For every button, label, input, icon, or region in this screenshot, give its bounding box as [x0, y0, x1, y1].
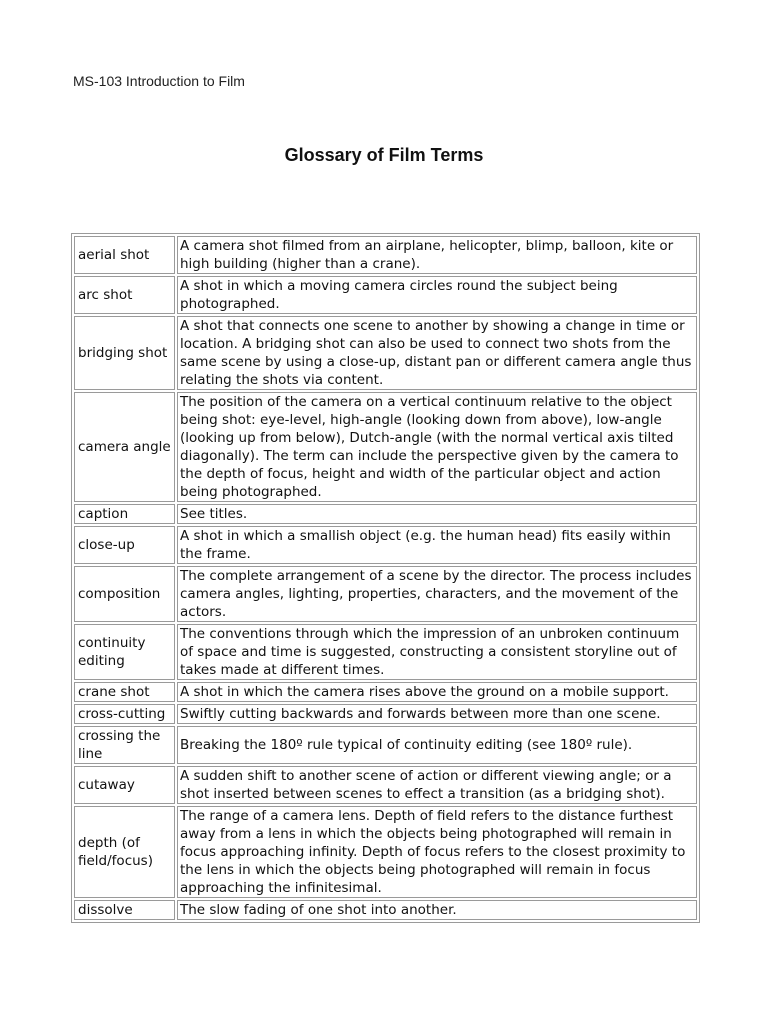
table-row [74, 276, 697, 314]
glossary-definition: A shot in which a smallish object (e.g. the human head) fits easily within the frame. [177, 526, 697, 564]
glossary-term: continuity editing [74, 624, 175, 680]
glossary-definition: The slow fading of one shot into another. [177, 900, 697, 920]
glossary-definition: The range of a camera lens. Depth of field refers to the distance furthest away from a lens in which the objects being photographed will remain in focus approaching infinity. Depth of focus refers to the closest proximity to the lens in which the objects being photographed will remain in focus approaching the infinitesimal. [177, 806, 697, 898]
table-row [74, 392, 697, 502]
glossary-term: cutaway [74, 766, 175, 804]
glossary-term: crossing the line [74, 726, 175, 764]
glossary-definition: Breaking the 180º rule typical of continuity editing (see 180º rule). [177, 726, 697, 764]
glossary-term: dissolve [74, 900, 175, 920]
glossary-term: composition [74, 566, 175, 622]
table-row [74, 900, 697, 920]
table-row [74, 566, 697, 622]
glossary-definition: A shot that connects one scene to another by showing a change in time or location. A bridging shot can also be used to connect two shots from the same scene by using a close-up, distant pan or different camera angle thus relating the shots via content. [177, 316, 697, 390]
glossary-term: camera angle [74, 392, 175, 502]
glossary-term: caption [74, 504, 175, 524]
table-row [74, 704, 697, 724]
table-row [74, 236, 697, 274]
glossary-definition: The conventions through which the impression of an unbroken continuum of space and time is suggested, constructing a consistent storyline out of takes made at different times. [177, 624, 697, 680]
course-header: MS-103 Introduction to Film [73, 73, 245, 89]
glossary-definition: See titles. [177, 504, 697, 524]
table-row [74, 682, 697, 702]
table-row [74, 726, 697, 764]
table-row [74, 316, 697, 390]
glossary-definition: The complete arrangement of a scene by the director. The process includes camera angles, lighting, properties, characters, and the movement of the actors. [177, 566, 697, 622]
glossary-definition: A shot in which the camera rises above the ground on a mobile support. [177, 682, 697, 702]
glossary-term: close-up [74, 526, 175, 564]
glossary-definition: The position of the camera on a vertical continuum relative to the object being shot: eye-level, high-angle (looking down from above), low-angle (looking up from below), Dutch-angle (with the normal vertical axis tilted diagonally). The term can include the perspective given by the camera to the depth of focus, height and width of the particular object and action being photographed. [177, 392, 697, 502]
glossary-term: cross-cutting [74, 704, 175, 724]
table-row [74, 526, 697, 564]
table-row [74, 766, 697, 804]
glossary-term: aerial shot [74, 236, 175, 274]
glossary-definition: Swiftly cutting backwards and forwards between more than one scene. [177, 704, 697, 724]
glossary-term: bridging shot [74, 316, 175, 390]
glossary-term: arc shot [74, 276, 175, 314]
table-row [74, 806, 697, 898]
glossary-term: crane shot [74, 682, 175, 702]
glossary-definition: A camera shot filmed from an airplane, helicopter, blimp, balloon, kite or high building (higher than a crane). [177, 236, 697, 274]
table-row [74, 624, 697, 680]
glossary-table [71, 233, 700, 923]
table-row [74, 504, 697, 524]
glossary-definition: A sudden shift to another scene of action or different viewing angle; or a shot inserted between scenes to effect a transition (as a bridging shot). [177, 766, 697, 804]
glossary-definition: A shot in which a moving camera circles round the subject being photographed. [177, 276, 697, 314]
glossary-term: depth (of field/focus) [74, 806, 175, 898]
page-title: Glossary of Film Terms [284, 145, 484, 165]
page-bottom-margin [0, 1000, 768, 1024]
